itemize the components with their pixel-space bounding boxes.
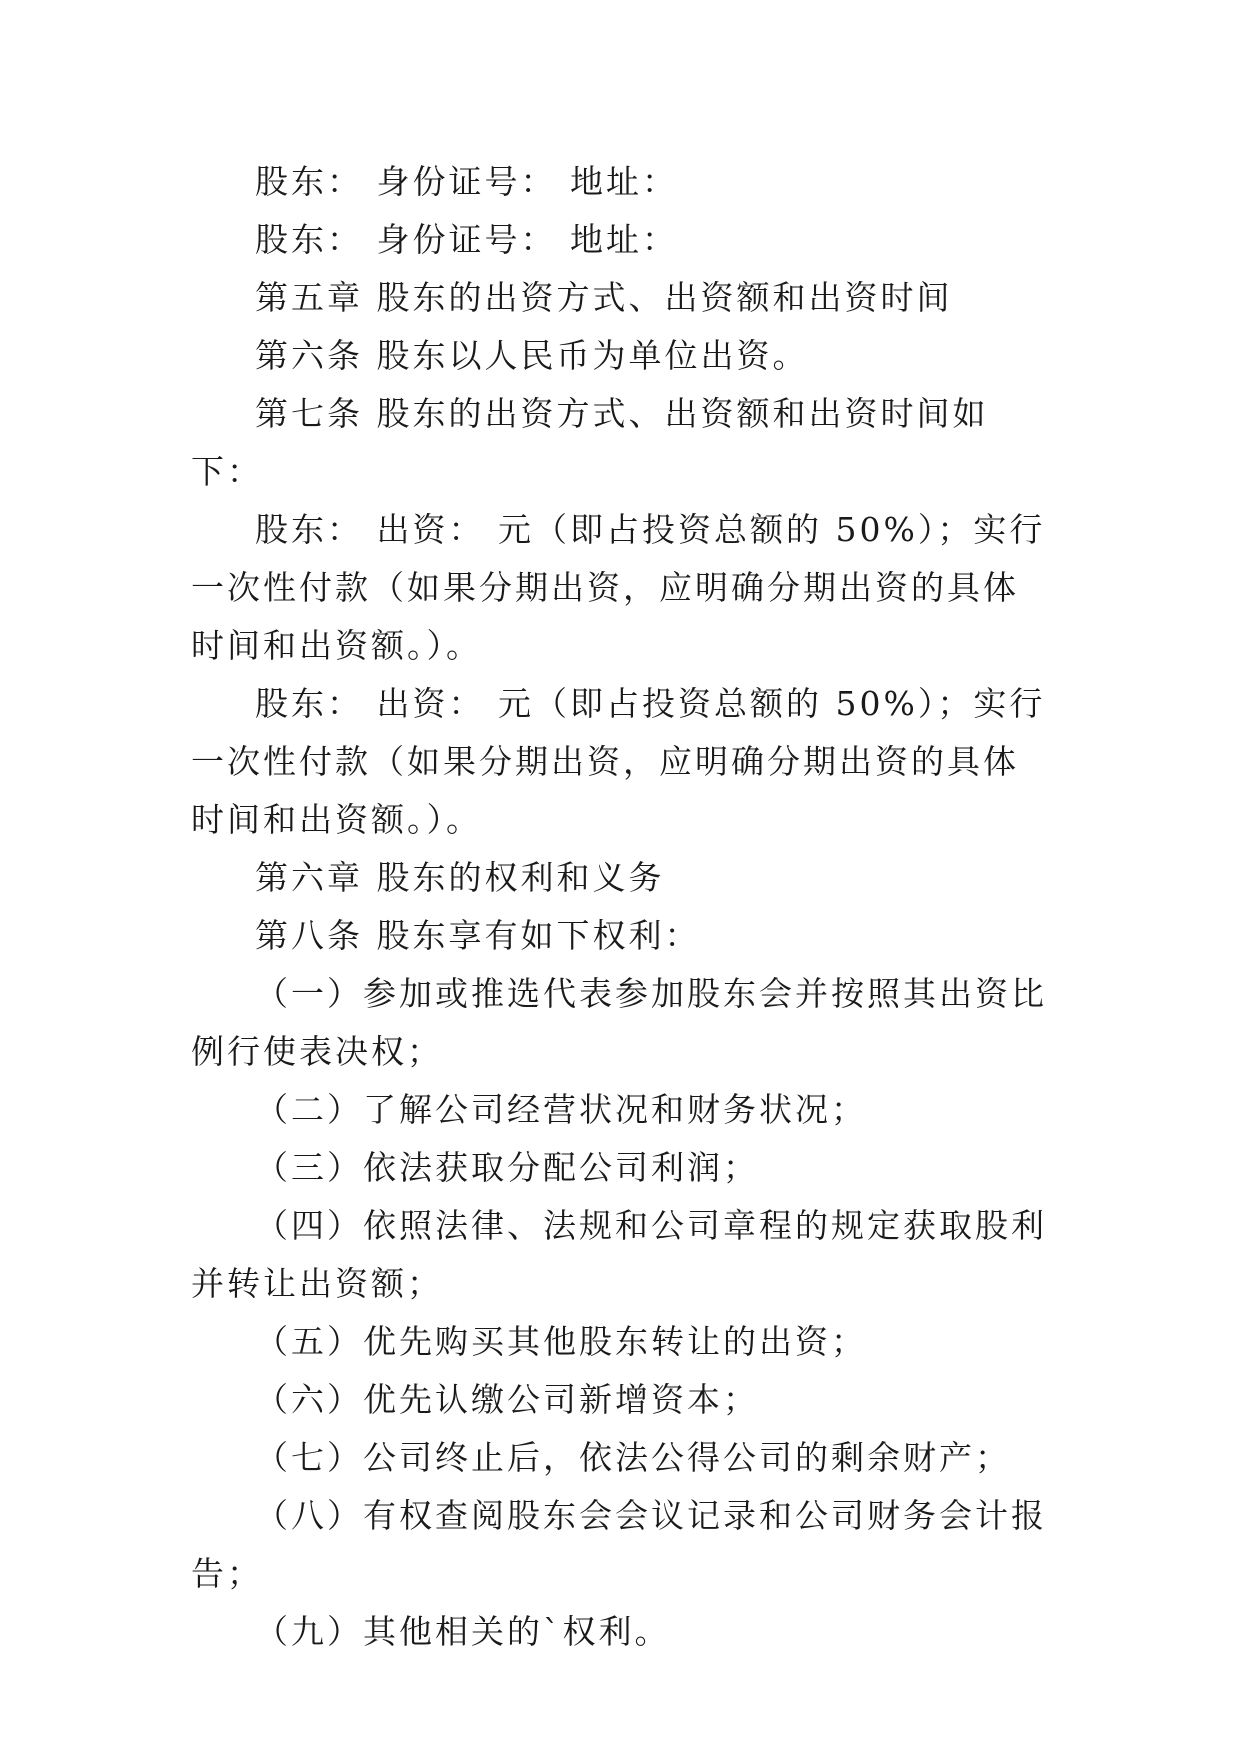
right-item-8: （八）有权查阅股东会会议记录和公司财务会计报告；	[191, 1496, 1047, 1593]
article-7: 第七条 股东的出资方式、出资额和出资时间如下：	[191, 394, 989, 491]
right-item-1: （一）参加或推选代表参加股东会并按照其出资比例行使表决权；	[191, 974, 1047, 1071]
chapter-5-heading: 第五章 股东的出资方式、出资额和出资时间	[255, 278, 953, 317]
article-8: 第八条 股东享有如下权利：	[255, 916, 701, 955]
paragraph-shareholder-2: 股东： 身份证号： 地址：	[255, 220, 678, 259]
right-item-6: （六）优先认缴公司新增资本；	[255, 1380, 759, 1419]
article-6: 第六条 股东以人民币为单位出资。	[255, 336, 809, 375]
document-body	[191, 153, 1051, 1661]
right-item-9: （九）其他相关的`权利。	[255, 1612, 671, 1651]
right-item-3: （三）依法获取分配公司利润；	[255, 1148, 759, 1187]
right-item-4: （四）依照法律、法规和公司章程的规定获取股利并转让出资额；	[191, 1206, 1047, 1303]
contribution-shareholder-1: 股东： 出资： 元（即占投资总额的 50%）；实行一次性付款（如果分期出资，应明确分期出资的具体时间和出资额。）。	[191, 510, 1046, 665]
right-item-5: （五）优先购买其他股东转让的出资；	[255, 1322, 867, 1361]
right-item-7: （七）公司终止后，依法公得公司的剩余财产；	[255, 1438, 1011, 1477]
contribution-shareholder-2: 股东： 出资： 元（即占投资总额的 50%）；实行一次性付款（如果分期出资，应明确分期出资的具体时间和出资额。）。	[191, 684, 1046, 839]
right-item-2: （二）了解公司经营状况和财务状况；	[255, 1090, 867, 1129]
chapter-6-heading: 第六章 股东的权利和义务	[255, 858, 665, 897]
paragraph-shareholder-1: 股东： 身份证号： 地址：	[255, 162, 678, 201]
